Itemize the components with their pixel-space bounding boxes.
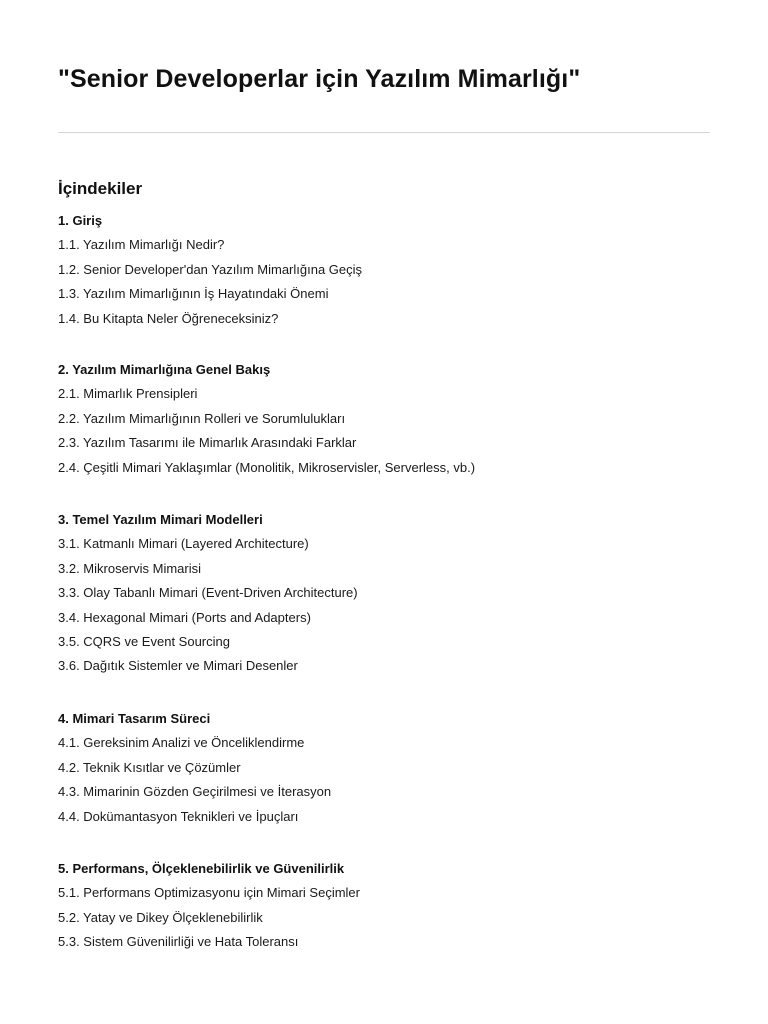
toc-item: 1.1. Yazılım Mimarlığı Nedir? (58, 237, 225, 253)
toc-item: 4.1. Gereksinim Analizi ve Önceliklendirme (58, 735, 305, 751)
toc-item: 3.3. Olay Tabanlı Mimari (Event-Driven Architecture) (58, 585, 358, 601)
toc-item: 2.1. Mimarlık Prensipleri (58, 386, 198, 402)
toc-section-title: 4. Mimari Tasarım Süreci (58, 711, 211, 726)
toc-item: 5.2. Yatay ve Dikey Ölçeklenebilirlik (58, 909, 263, 925)
toc-section-2 (58, 358, 710, 480)
toc-item: 4.3. Mimarinin Gözden Geçirilmesi ve İterasyon (58, 784, 332, 800)
toc-section-5 (58, 857, 710, 955)
document-page (58, 0, 710, 1024)
toc-item: 5.3. Sistem Güvenilirliği ve Hata Toleransı (58, 934, 299, 950)
toc-item: 1.4. Bu Kitapta Neler Öğreneceksiniz? (58, 310, 279, 326)
toc-section-4 (58, 707, 710, 829)
title-divider (58, 132, 710, 133)
toc-item: 1.3. Yazılım Mimarlığının İş Hayatındaki Önemi (58, 286, 329, 302)
toc-item: 3.4. Hexagonal Mimari (Ports and Adapters) (58, 609, 311, 625)
toc-item: 3.6. Dağıtık Sistemler ve Mimari Desenler (58, 658, 298, 674)
toc-heading: İçindekiler (58, 179, 143, 198)
toc-section-3 (58, 508, 710, 679)
toc-item: 5.1. Performans Optimizasyonu için Mimari Seçimler (58, 885, 360, 901)
toc-item: 3.5. CQRS ve Event Sourcing (58, 634, 230, 650)
toc-section-title: 5. Performans, Ölçeklenebilirlik ve Güvenilirlik (58, 861, 345, 876)
toc-item: 1.2. Senior Developer'dan Yazılım Mimarlığına Geçiş (58, 261, 363, 277)
toc-item: 3.2. Mikroservis Mimarisi (58, 560, 202, 576)
toc-item: 2.2. Yazılım Mimarlığının Rolleri ve Sorumlulukları (58, 410, 346, 426)
toc-item: 2.4. Çeşitli Mimari Yaklaşımlar (Monolitik, Mikroservisler, Serverless, vb.) (58, 459, 476, 475)
document-title: "Senior Developerlar için Yazılım Mimarlığı" (58, 65, 581, 93)
toc-section-title: 1. Giriş (58, 213, 103, 228)
toc-item: 3.1. Katmanlı Mimari (Layered Architecture) (58, 536, 309, 552)
toc-section-title: 3. Temel Yazılım Mimari Modelleri (58, 512, 263, 527)
toc-item: 4.4. Dokümantasyon Teknikleri ve İpuçları (58, 808, 299, 824)
toc-section-title: 2. Yazılım Mimarlığına Genel Bakış (58, 362, 271, 377)
toc-section-1 (58, 209, 710, 331)
toc-item: 4.2. Teknik Kısıtlar ve Çözümler (58, 759, 241, 775)
toc-item: 2.3. Yazılım Tasarımı ile Mimarlık Arasındaki Farklar (58, 435, 357, 451)
